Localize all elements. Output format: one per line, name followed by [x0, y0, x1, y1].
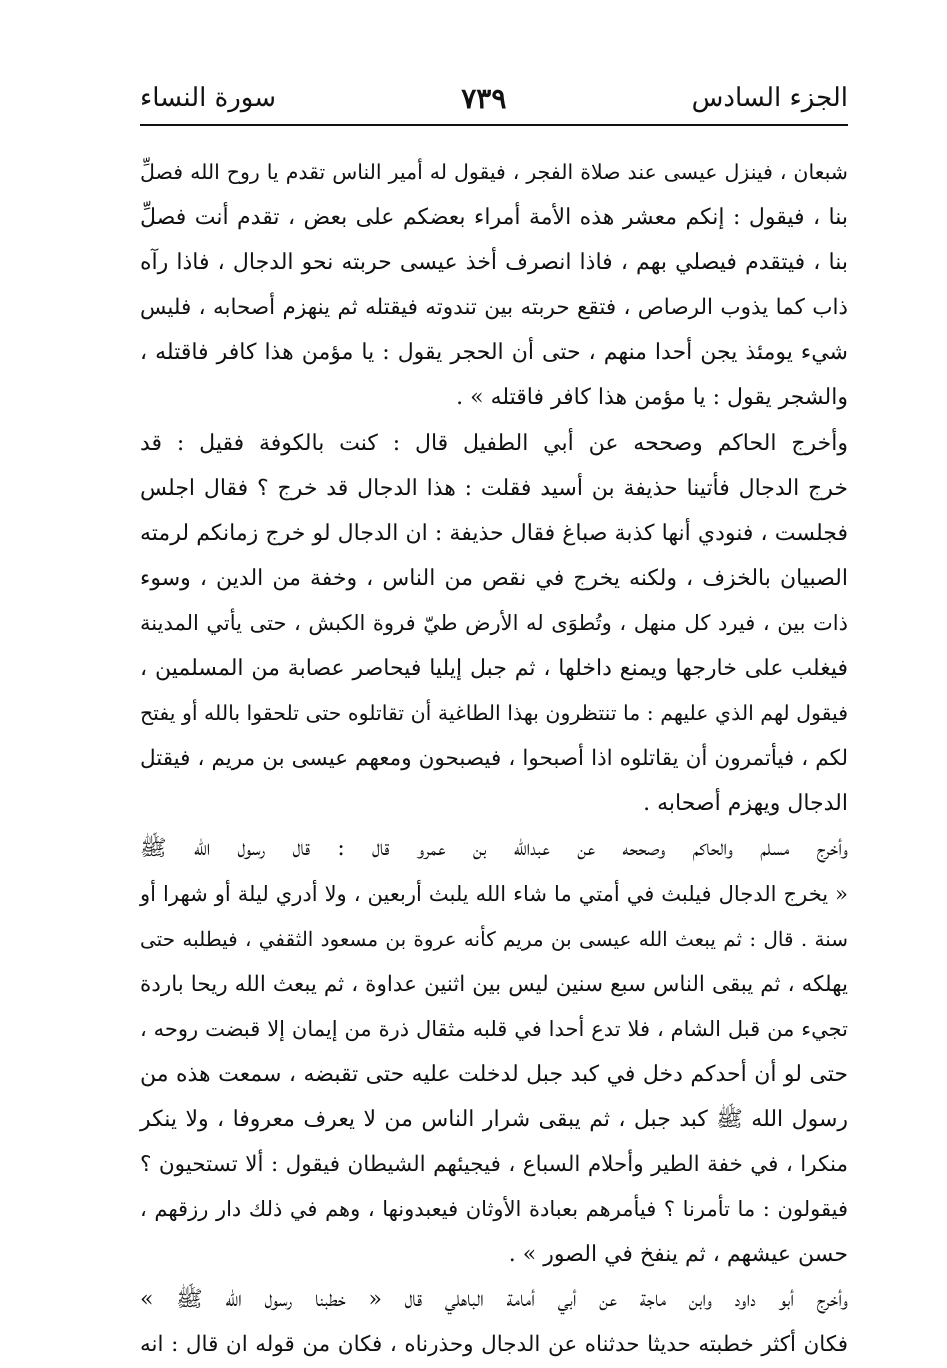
text-line: شيء يومئذ يجن أحدا منهم ، حتى أن الحجر يقول : يا مؤمن هذا كافر فاقتله ،: [140, 340, 848, 366]
surah-label: سورة النساء: [140, 83, 276, 113]
text-line: شبعان ، فينزل عيسى عند صلاة الفجر ، فيقول له أمير الناس تقدم يا روح الله فصلِّ: [140, 160, 848, 184]
text-line: خرج الدجال فأتينا حذيفة بن أسيد فقلت : هذا الدجال قد خرج ؟ فقال اجلس: [140, 475, 848, 501]
body-text: [139, 150, 849, 1358]
text-line: يهلكه ، ثم يبقى الناس سبع سنين ليس بين اثنين عداوة ، ثم يبعث الله ريحا باردة: [140, 971, 848, 997]
text-line: الصبيان بالخزف ، ولكنه يخرج في نقص من الناس ، وخفة من الدين ، وسوء: [140, 565, 848, 591]
text-line: ذات بين ، فيرد كل منهل ، وتُطوَى له الأرض طيّ فروة الكبش ، حتى يأتي المدينة: [140, 610, 848, 635]
text-line: سنة . قال : ثم يبعث الله عيسى بن مريم كأنه عروة بن مسعود الثقفي ، فيطلبه حتى: [140, 926, 848, 951]
text-line: « يخرج الدجال فيلبث في أمتي ما شاء الله يلبث أربعين ، ولا أدري ليلة أو شهرا أو: [140, 881, 848, 906]
text-line: لكم ، فيأتمرون أن يقاتلوه اذا أصبحوا ، فيصبحون ومعهم عيسى بن مريم ، فيقتل: [140, 746, 848, 772]
text-line: وأخرج الحاكم وصححه عن أبي الطفيل قال : كنت بالكوفة فقيل : قد: [140, 430, 848, 456]
text-line: تجيء من قبل الشام ، فلا تدع أحدا في قلبه مثقال ذرة من إيمان إلا قبضت روحه ،: [140, 1016, 848, 1041]
text-line: فجلست ، فنودي أنها كذبة صباغ فقال حذيفة : ان الدجال لو خرج زمانكم لرمته: [140, 520, 848, 546]
text-line: بنا ، فيقول : إنكم معشر هذه الأمة أمراء بعضكم على بعض ، تقدم أنت فصلِّ: [140, 205, 848, 231]
text-line: بنا ، فيتقدم فيصلي بهم ، فاذا انصرف أخذ عيسى حربته نحو الدجال ، فاذا رآه: [140, 250, 848, 276]
text-line: فيقولون : ما تأمرنا ؟ فيأمرهم بعبادة الأوثان فيعبدونها ، وهم في ذلك دار رزقهم ،: [140, 1197, 848, 1222]
header-divider: [140, 124, 848, 126]
part-label: الجزء السادس: [691, 83, 848, 113]
page-number: ٧٣٩: [461, 81, 507, 115]
text-line: ذاب كما يذوب الرصاص ، فتقع حربته بين تندوته فيقتله ثم ينهزم أصحابه ، فليس: [140, 295, 848, 321]
text-line: حسن عيشهم ، ثم ينفخ في الصور » .: [508, 1242, 848, 1268]
text-line: وأخرج مسلم والحاكم وصححه عن عبدالله بن عمرو قال : قال رسول الله ﷺ: [140, 836, 848, 862]
text-line: الدجال ويهزم أصحابه .: [643, 791, 848, 817]
text-line: والشجر يقول : يا مؤمن هذا كافر فاقتله » .: [456, 385, 848, 411]
text-line: فيغلب على خارجها ويمنع داخلها ، ثم جبل إيليا فيحاصر عصابة من المسلمين ،: [140, 656, 848, 682]
text-line: فكان أكثر خطبته حديثا حدثناه عن الدجال وحذرناه ، فكان من قوله ان قال : انه: [140, 1332, 848, 1358]
text-line: رسول الله ﷺ كبد جبل ، ثم يبقى شرار الناس من لا يعرف معروفا ، ولا ينكر: [140, 1106, 848, 1132]
page-header: [140, 78, 848, 118]
text-line: منكرا ، في خفة الطير وأحلام السباع ، فيجيئهم الشيطان فيقول : ألا تستحيون ؟: [140, 1152, 848, 1178]
text-line: فيقول لهم الذي عليهم : ما تنتظرون بهذا الطاغية أن تقاتلوه حتى تلحقوا بالله أو يفتح: [139, 701, 848, 726]
text-line: حتى لو أن أحدكم دخل في كبد جبل لدخلت عليه حتى تقبضه ، سمعت هذه من: [140, 1061, 849, 1087]
text-line: وأخرج أبو داود وابن ماجة عن أبي أمامة الباهلي قال « خطبنا رسول الله ﷺ »: [140, 1287, 848, 1313]
